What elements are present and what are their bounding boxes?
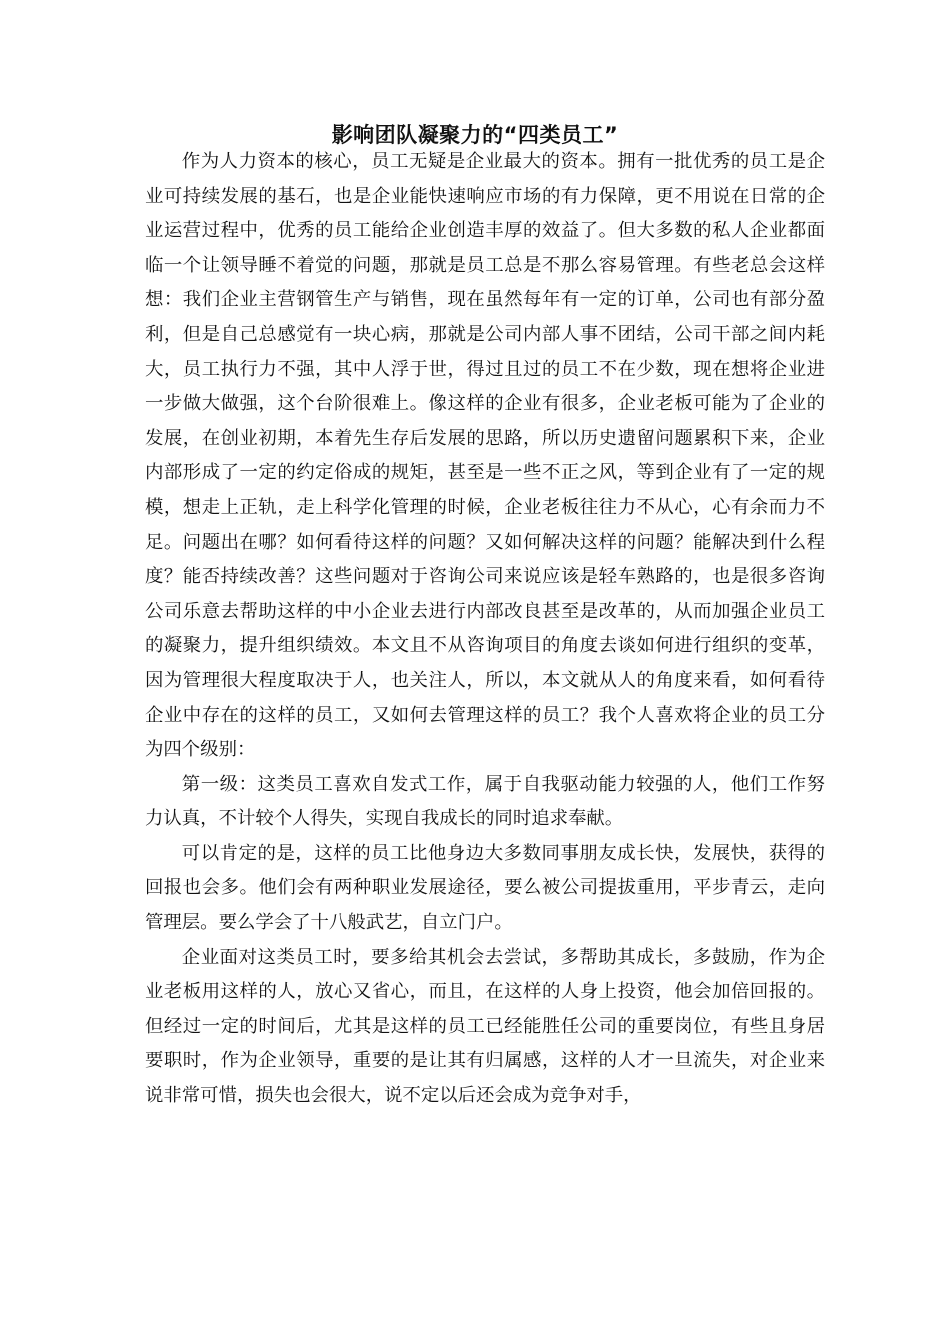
paragraph-level-one-outcome: 可以肯定的是，这样的员工比他身边大多数同事朋友成长快，发展快，获得的回报也会多。他们会有两种职业发展途径，要么被公司提拔重用，平步青云，走向管理层。要么学会了十八般武艺，自立门户。 xyxy=(145,842,825,934)
document-title: 影响团队凝聚力的“四类员工” xyxy=(331,123,619,147)
paragraph-level-one-management: 企业面对这类员工时，要多给其机会去尝试，多帮助其成长，多鼓励，作为企业老板用这样的人，放心又省心，而且，在这样的人身上投资，他会加倍回报的。但经过一定的时间后，尤其是这样的员工已经能胜任公司的重要岗位，有些且身居要职时，作为企业领导，重要的是让其有归属感，这样的人才一旦流失，对企业来说非常可惜，损失也会很大，说不定以后还会成为竞争对手， xyxy=(145,946,825,1107)
document-body xyxy=(145,145,825,1114)
paragraph-level-one: 第一级：这类员工喜欢自发式工作，属于自我驱动能力较强的人，他们工作努力认真，不计较个人得失，实现自我成长的同时追求奉献。 xyxy=(145,773,825,830)
paragraph-intro: 作为人力资本的核心，员工无疑是企业最大的资本。拥有一批优秀的员工是企业可持续发展的基石，也是企业能快速响应市场的有力保障，更不用说在日常的企业运营过程中，优秀的员工能给企业创造丰厚的效益了。但大多数的私人企业都面临一个让领导睡不着觉的问题，那就是员工总是不那么容易管理。有些老总会这样想：我们企业主营钢管生产与销售，现在虽然每年有一定的订单，公司也有部分盈利，但是自己总感觉有一块心病，那就是公司内部人事不团结，公司干部之间内耗大，员工执行力不强，其中人浮于世，得过且过的员工不在少数，现在想将企业进一步做大做强，这个台阶很难上。像这样的企业有很多，企业老板可能为了企业的发展，在创业初期，本着先生存后发展的思路，所以历史遗留问题累积下来，企业内部形成了一定的约定俗成的规矩，甚至是一些不正之风，等到企业有了一定的规模，想走上正轨，走上科学化管理的时候，企业老板往往力不从心，心有余而力不足。问题出在哪？如何看待这样的问题？又如何解决这样的问题？能解决到什么程度？能否持续改善？这些问题对于咨询公司来说应该是轻车熟路的，也是很多咨询公司乐意去帮助这样的中小企业去进行内部改良甚至是改革的，从而加强企业员工的凝聚力，提升组织绩效。本文且不从咨询项目的角度去谈如何进行组织的变革，因为管理很大程度取决于人，也关注人，所以，本文就从人的角度来看，如何看待企业中存在的这样的员工，又如何去管理这样的员工？我个人喜欢将企业的员工分为四个级别： xyxy=(145,151,825,761)
